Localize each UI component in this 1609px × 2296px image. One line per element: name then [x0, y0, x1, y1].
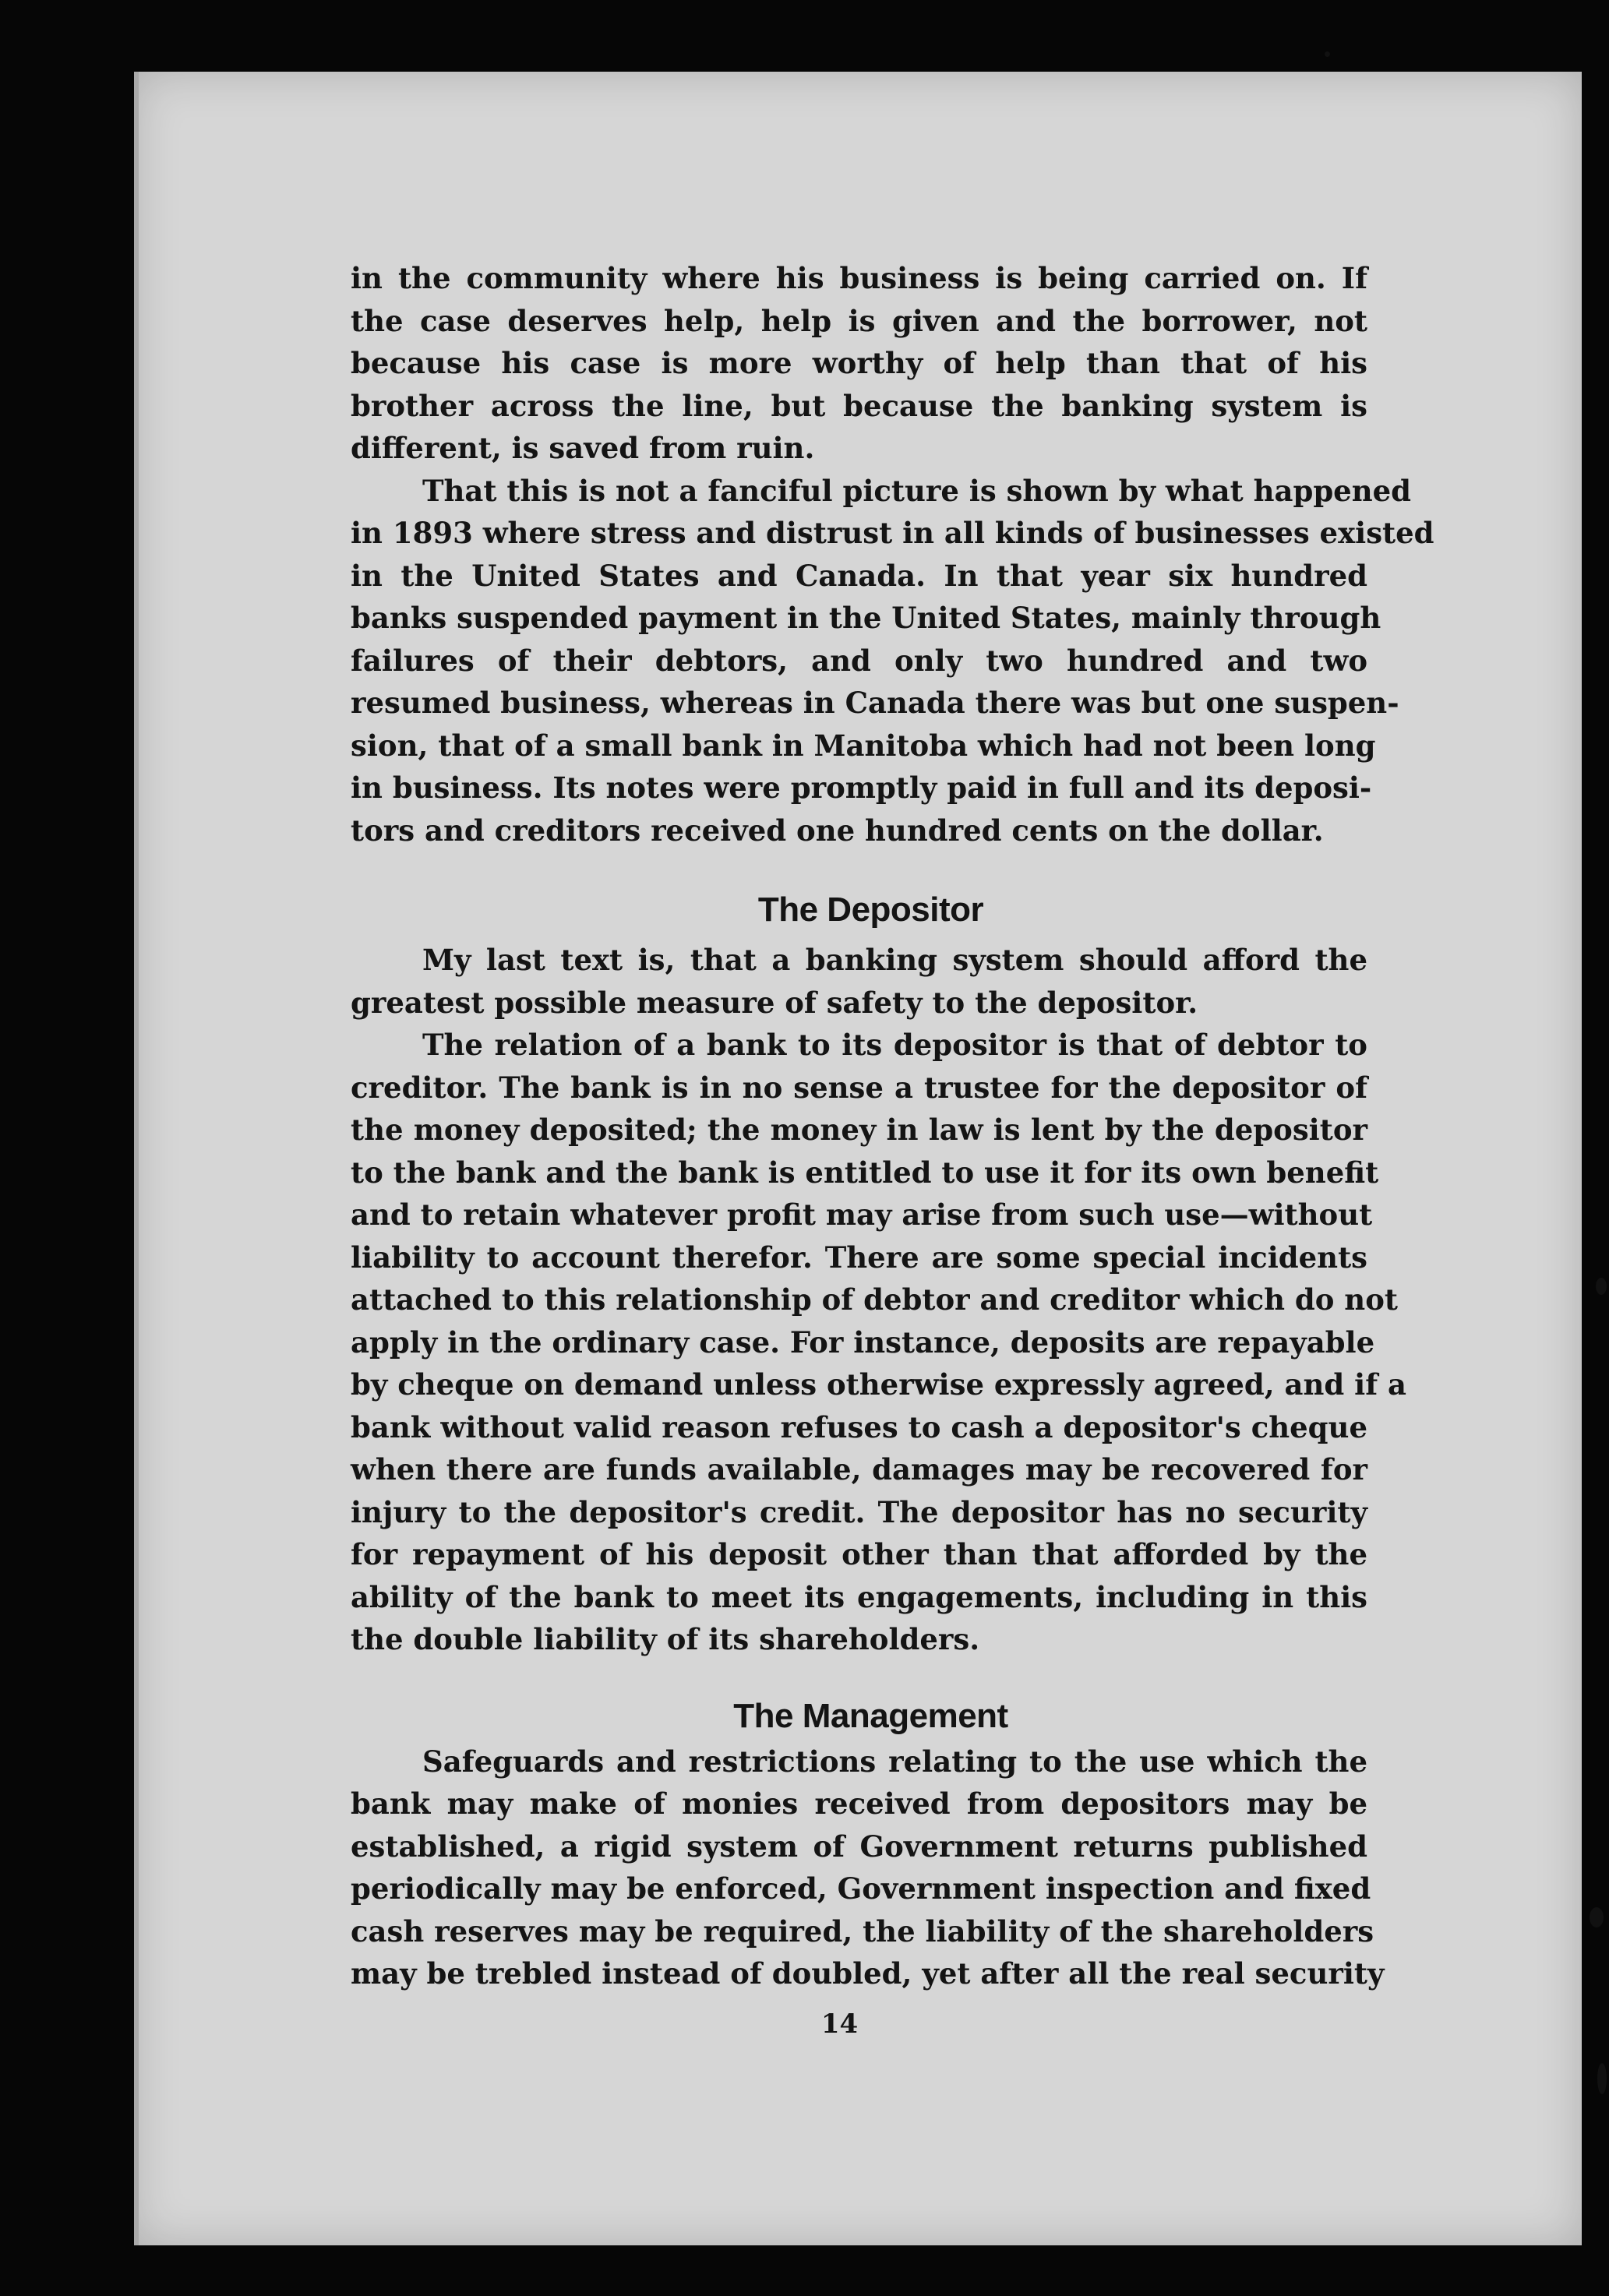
text-line: may be trebled instead of doubled, yet after all the real security — [351, 1956, 1385, 1991]
text-line: My last text is, that a banking system should afford the — [422, 943, 1367, 977]
text-line: different, is saved from ruin. — [351, 431, 815, 465]
text-line: periodically may be enforced, Government inspection and fixed — [351, 1871, 1371, 1906]
text-line: banks suspended payment in the United States, mainly through — [351, 601, 1381, 635]
text-line: greatest possible measure of safety to the depositor. — [351, 985, 1198, 1020]
section-management — [351, 1741, 1385, 1995]
text-line: when there are funds available, damages may be recovered for — [351, 1452, 1367, 1487]
text-line: for repayment of his deposit other than that afforded by the — [351, 1537, 1367, 1571]
scan-speck — [1590, 1907, 1604, 1927]
body-text — [351, 257, 1434, 1995]
paragraph — [351, 257, 1367, 470]
text-line: in the community where his business is being carried on. If — [351, 261, 1367, 295]
text-line: by cheque on demand unless otherwise expressly agreed, and if a — [351, 1367, 1406, 1402]
text-line: ability of the bank to meet its engagements, including in this — [351, 1579, 1367, 1614]
section-depositor — [351, 939, 1406, 1661]
text-line: tors and creditors received one hundred cents on the dollar. — [351, 813, 1324, 848]
text-line: That this is not a fanciful picture is shown by what happened — [422, 473, 1412, 508]
scan-speck — [1325, 51, 1330, 57]
paragraph — [351, 1741, 1385, 1995]
text-line: attached to this relationship of debtor and creditor which do not — [351, 1282, 1398, 1317]
text-line: in business. Its notes were promptly paid in full and its deposi- — [351, 771, 1372, 805]
text-line: and to retain whatever profit may arise from such use—without — [351, 1197, 1373, 1232]
paragraph — [351, 1024, 1406, 1661]
text-line: creditor. The bank is in no sense a trustee for the depositor of — [351, 1070, 1367, 1105]
scan-speck — [1597, 2063, 1607, 2094]
section-opening — [351, 257, 1434, 852]
text-line: apply in the ordinary case. For instance, deposits are repayable — [351, 1324, 1375, 1360]
page-number: 14 — [820, 2009, 859, 2040]
text-line: established, a rigid system of Government returns published — [351, 1829, 1367, 1864]
page-edge — [134, 72, 139, 2245]
text-line: sion, that of a small bank in Manitoba which had not been long — [351, 728, 1376, 763]
heading-the-depositor: The Depositor — [757, 891, 984, 929]
text-line: The relation of a bank to its depositor is that of debtor to — [422, 1028, 1367, 1062]
text-line: the money deposited; the money in law is lent by the depositor — [351, 1113, 1367, 1147]
text-line: cash reserves may be required, the liability of the shareholders — [351, 1913, 1374, 1949]
text-line: to the bank and the bank is entitled to use it for its own benefit — [351, 1155, 1379, 1190]
text-line: brother across the line, but because the banking system is — [351, 388, 1367, 423]
text-line: resumed business, whereas in Canada there was but one suspen- — [351, 686, 1399, 720]
text-line: liability to account therefor. There are some special incidents — [351, 1240, 1367, 1275]
text-line: the double liability of its shareholders. — [351, 1622, 980, 1656]
text-line: bank without valid reason refuses to cash a depositor's cheque — [351, 1409, 1367, 1444]
paragraph — [351, 939, 1367, 1024]
text-line: bank may make of monies received from depositors may be — [351, 1786, 1367, 1821]
text-line: because his case is more worthy of help than that of his — [351, 346, 1367, 380]
text-line: failures of their debtors, and only two hundred and two — [351, 643, 1367, 678]
text-line: in 1893 where stress and distrust in all kinds of businesses existed — [351, 516, 1434, 550]
text-line: in the United States and Canada. In that year six hundred — [351, 558, 1367, 593]
text-line: the case deserves help, help is given and the borrower, not — [351, 303, 1367, 338]
text-line: Safeguards and restrictions relating to the use which the — [422, 1744, 1367, 1779]
text-line: injury to the depositor's credit. The depositor has no security — [351, 1494, 1367, 1529]
paragraph — [351, 470, 1434, 852]
scan-speck — [1596, 1278, 1607, 1295]
heading-the-management: The Management — [733, 1696, 1008, 1735]
